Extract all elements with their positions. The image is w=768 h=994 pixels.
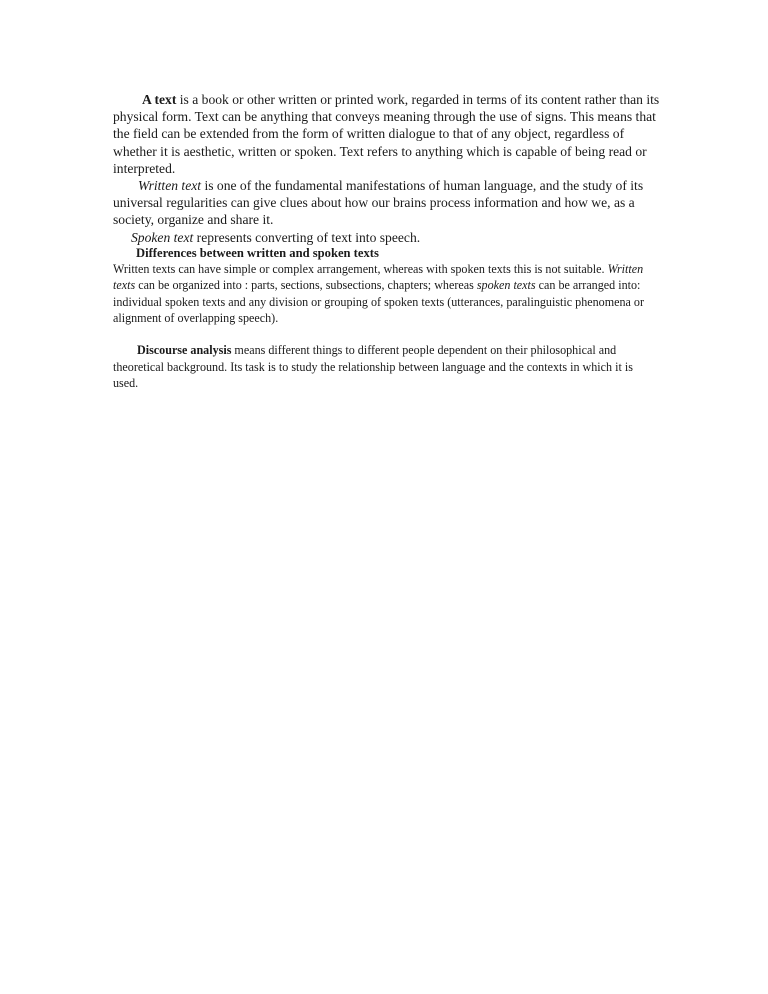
paragraph-spoken-text-body: represents converting of text into speech. <box>193 229 421 245</box>
paragraph-differences-part-1: Written texts can have simple or complex arrangement, whereas with spoken texts this is not suitable. <box>113 261 608 276</box>
paragraph-text-definition <box>113 91 661 177</box>
paragraph-written-text <box>113 177 661 229</box>
term-written-texts: Written texts <box>113 261 644 293</box>
paragraph-differences-part-2: can be organized into : parts, sections, subsections, chapters; whereas <box>135 278 477 293</box>
term-spoken-text: Spoken text <box>131 229 194 245</box>
section-heading: Differences between written and spoken texts <box>136 245 379 260</box>
paragraph-text-definition-body: is a book or other written or printed work, regarded in terms of its content rather than its physical form. Text can be anything that conveys meaning through the use of signs. This means that the field can be extended from the form of written dialogue to that of any object, regardless of whether it is aesthetic, written or spoken. Text refers to anything which is capable of being read or interpreted. <box>113 92 660 176</box>
paragraph-written-text-body: is one of the fundamental manifestations of human language, and the study of its universal regularities can give clues about how our brains process information and how we, as a society, organize and share it. <box>113 178 644 228</box>
paragraph-differences <box>113 261 661 327</box>
paragraph-differences-part-3: can be arranged into: individual spoken texts and any division or grouping of spoken texts (utterances, paralinguistic phenomena or alignment of overlapping speech). <box>113 278 645 326</box>
term-spoken-texts: spoken texts <box>476 278 536 293</box>
paragraph-spoken-text <box>113 229 661 246</box>
term-a-text: A text <box>142 92 177 107</box>
paragraph-discourse-analysis <box>113 342 661 391</box>
document-body <box>113 91 661 392</box>
paragraph-discourse-analysis-body: means different things to different people dependent on their philosophical and theoretical background. Its task is to study the relationship between language and the contexts in which it is used. <box>113 343 633 391</box>
term-discourse-analysis: Discourse analysis <box>137 343 232 358</box>
term-written-text: Written text <box>138 178 202 194</box>
